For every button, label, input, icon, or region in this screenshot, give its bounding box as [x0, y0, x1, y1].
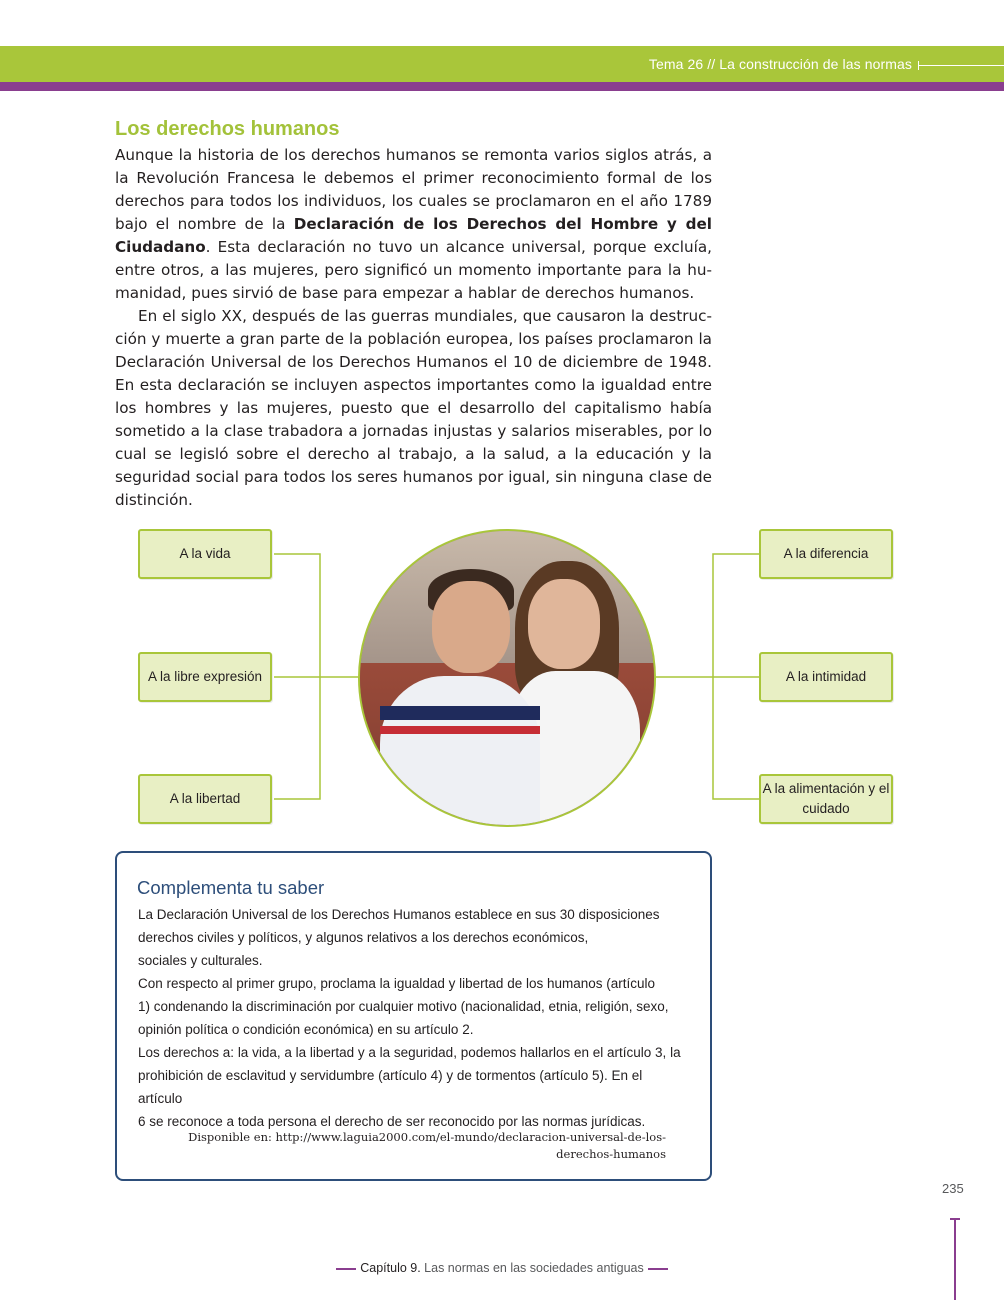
- page-number: 235: [942, 1181, 964, 1196]
- complement-text: [138, 903, 686, 1133]
- complement-line: La Declaración Universal de los Derechos Humanos establece en sus 30 disposiciones: [138, 907, 660, 922]
- right-label-free-expression: A la libre expresión: [147, 669, 263, 684]
- footer: [0, 1261, 1004, 1275]
- right-box-life: [138, 529, 272, 579]
- complement-line: sociales y culturales.: [138, 953, 263, 968]
- paragraph-2: En el siglo XX, después de las guerras mundiales, que causaron la destrucción y muerte a gran parte de la población europea, los países proclamaron la Declaración Universal de los Derechos Humanos el 10 de diciembre de 1948. En esta declaración se incluyen aspectos importantes como la igualdad entre los hombres y las mujeres, puesto que el desarrollo del capitalismo había sometido a la clase trabadora a jornadas injustas y salarios miserables, por lo cual se legisló sobre el derecho al trabajo, a la salud, a la educación y la seguridad social para todos los seres humanos por igual, sin ninguna clase de distinción.: [115, 307, 712, 509]
- topic-title: Tema 26 // La construcción de las normas: [648, 56, 912, 72]
- footer-subtitle: Las normas en las sociedades antiguas: [420, 1261, 644, 1275]
- complement-line: opinión política o condición económica) en su artículo 2.: [138, 1022, 474, 1037]
- complement-line: derechos civiles y políticos, y algunos relativos a los derechos económicos,: [138, 930, 589, 945]
- complement-line: 6 se reconoce a toda persona el derecho de ser reconocido por las normas jurídicas.: [138, 1114, 646, 1129]
- paragraph-1-start: Aunque la historia de los derechos humanos se remonta varios siglos atrás, a la Revolución Francesa le debemos el primer reconocimiento formal de los derechos para todos los individuos, los cuales se proclamaron en el año 1789 bajo el nombre de la: [115, 146, 712, 233]
- right-box-free-expression: [138, 652, 272, 702]
- paragraph-1-end: . Esta declaración no tuvo un alcance universal, porque excluía, entre otros, a las mujeres, pero significó un momento importante para la humanidad, pues sirvió de base para empezar a hablar de derechos humanos.: [115, 238, 712, 302]
- header-rule: [918, 65, 1004, 66]
- page-rule: [954, 1218, 956, 1300]
- footer-right-rule: [648, 1268, 668, 1270]
- paragraph-1: [115, 144, 712, 305]
- header-accent-band: [0, 82, 1004, 91]
- source-line-2: derechos-humanos: [556, 1147, 666, 1161]
- right-box-liberty: [138, 774, 272, 824]
- right-label-liberty: A la libertad: [169, 791, 241, 806]
- right-label-difference: A la diferencia: [783, 546, 869, 561]
- declaration-name: Declaración de los Derechos del Hombre y del Ciudadano: [115, 215, 713, 256]
- right-label-food-care: A la alimentación y el cuidado: [762, 781, 890, 816]
- source-line-1: Disponible en: http://www.laguia2000.com/el-mundo/declaracion-universal-de-los-: [188, 1130, 666, 1144]
- footer-chapter: Capítulo 9.: [360, 1261, 421, 1275]
- right-box-privacy: [759, 652, 893, 702]
- complement-line: Los derechos a: la vida, a la libertad y a la seguridad, podemos hallarlos en el artículo 3, la: [138, 1045, 681, 1060]
- complement-line: 1) condenando la discriminación por cualquier motivo (nacionalidad, etnia, religión, sexo,: [138, 999, 669, 1014]
- photo-two-teenagers: [358, 529, 656, 827]
- complement-title: Complementa tu saber: [137, 877, 325, 898]
- footer-left-rule: [336, 1268, 356, 1270]
- complement-line: prohibición de esclavitud y servidumbre (artículo 4) y de tormentos (artículo 5). En el artículo: [138, 1068, 643, 1106]
- right-label-privacy: A la intimidad: [785, 669, 867, 684]
- complement-line: Con respecto al primer grupo, proclama la igualdad y libertad de los humanos (artículo: [138, 976, 656, 991]
- right-box-difference: [759, 529, 893, 579]
- source-citation: [160, 1129, 666, 1163]
- section-title: Los derechos humanos: [115, 118, 340, 140]
- right-label-life: A la vida: [179, 546, 231, 561]
- body-text: [115, 144, 712, 512]
- right-box-food-care: [759, 774, 893, 824]
